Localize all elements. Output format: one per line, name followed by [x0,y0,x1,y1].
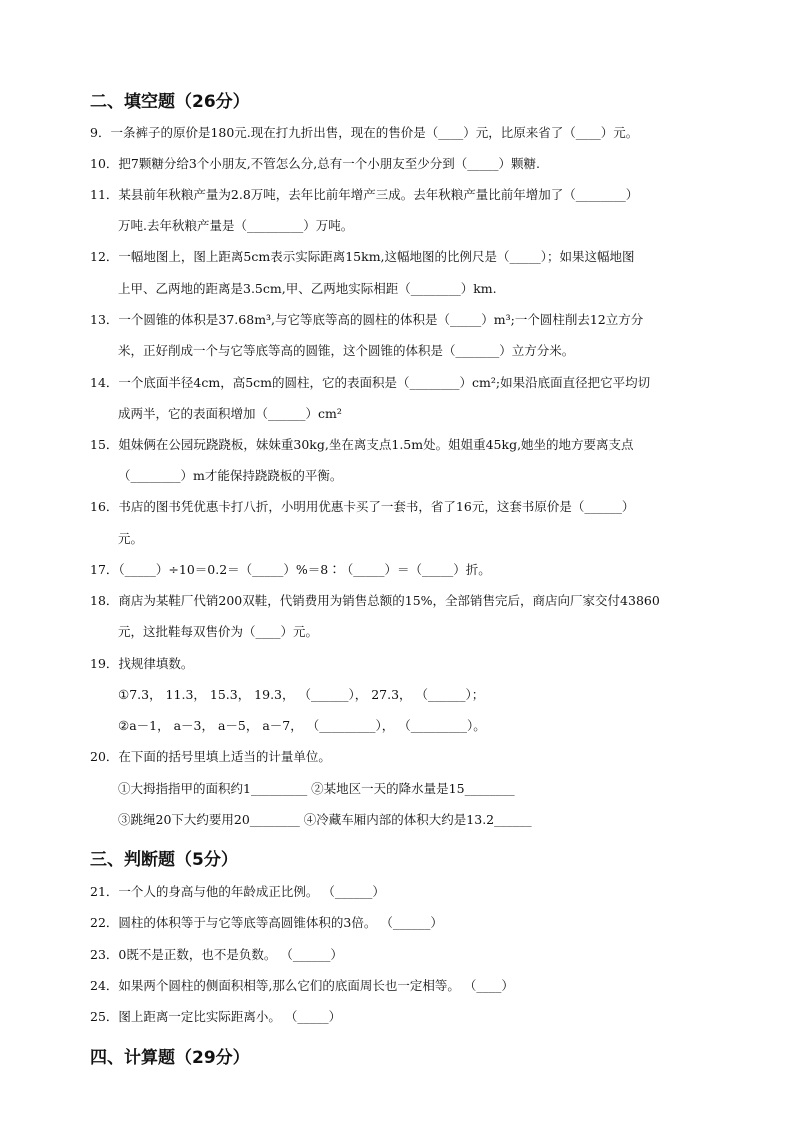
section-heading-judgement: 三、判断题（5分） [90,850,238,870]
question-11-cont: 万吨.去年秋粮产量是（_________）万吨。 [118,218,354,233]
section-heading-fill-in: 二、填空题（26分） [90,92,250,112]
question-21: 21．一个人的身高与他的年龄成正比例。 （______） [90,884,385,899]
question-14: 14．一个底面半径4cm，高5cm的圆柱，它的表面积是（________）cm²;如果沿底面直径把它平均切 [90,375,651,390]
question-18: 18．商店为某鞋厂代销200双鞋，代销费用为销售总额的15%，全部销售完后，商店向厂家交付43860 [90,593,660,608]
question-23: 23．0既不是正数，也不是负数。 （______） [90,947,343,962]
question-20-items-1-2: ①大拇指指甲的面积约1_________ ②某地区一天的降水量是15________ [118,781,515,796]
question-24: 24．如果两个圆柱的侧面积相等,那么它们的底面周长也一定相等。 （____） [90,978,514,993]
section-heading-calculation: 四、计算题（29分） [90,1048,250,1068]
question-16: 16．书店的图书凭优惠卡打八折，小明用优惠卡买了一套书，省了16元，这套书原价是（______） [90,499,635,514]
question-9: 9．一条裤子的原价是180元.现在打九折出售，现在的售价是（____）元，比原来省了（____）元。 [90,125,639,140]
question-22: 22．圆柱的体积等于与它等底等高圆锥体积的3倍。 （______） [90,915,443,930]
question-12: 12．一幅地图上，图上距离5cm表示实际距离15km,这幅地图的比例尺是（_____）；如果这幅地图 [90,249,635,264]
question-10: 10．把7颗糖分给3个小朋友,不管怎么分,总有一个小朋友至少分到（_____）颗糖. [90,156,540,171]
question-19-sequence-2: ②a－1， a－3， a－5， a－7， （_________）， （_________）。 [118,718,486,733]
question-13: 13．一个圆锥的体积是37.68m³,与它等底等高的圆柱的体积是（_____）m³;一个圆柱削去12立方分 [90,312,644,327]
question-19-sequence-1: ①7.3， 11.3， 15.3， 19.3， （______）， 27.3， （______）； [118,687,485,702]
question-13-cont: 米，正好削成一个与它等底等高的圆锥，这个圆锥的体积是（_______）立方分米。 [118,343,575,358]
question-19: 19．找规律填数。 [90,656,194,671]
question-14-cont: 成两半，它的表面积增加（______）cm² [118,406,342,421]
question-15: 15．姐妹俩在公园玩跷跷板，妹妹重30kg,坐在离支点1.5m处。姐姐重45kg,她坐的地方要离支点 [90,437,634,452]
question-11: 11．某县前年秋粮产量为2.8万吨，去年比前年增产三成。去年秋粮产量比前年增加了（________） [90,187,639,202]
question-25: 25．图上距离一定比实际距离小。 （_____） [90,1009,342,1024]
question-17: 17．（_____）÷10＝0.2＝（_____）%＝8∶（_____）＝（_____）折。 [90,562,491,577]
question-15-cont: （________）m才能保持跷跷板的平衡。 [118,468,343,483]
question-20-items-3-4: ③跳绳20下大约要用20________ ④冷藏车厢内部的体积大约是13.2______ [118,812,532,827]
question-16-cont: 元。 [118,531,144,546]
question-18-cont: 元，这批鞋每双售价为（____）元。 [118,624,319,639]
question-12-cont: 上甲、乙两地的距离是3.5cm,甲、乙两地实际相距（________）km. [118,281,497,296]
question-20: 20．在下面的括号里填上适当的计量单位。 [90,749,331,764]
